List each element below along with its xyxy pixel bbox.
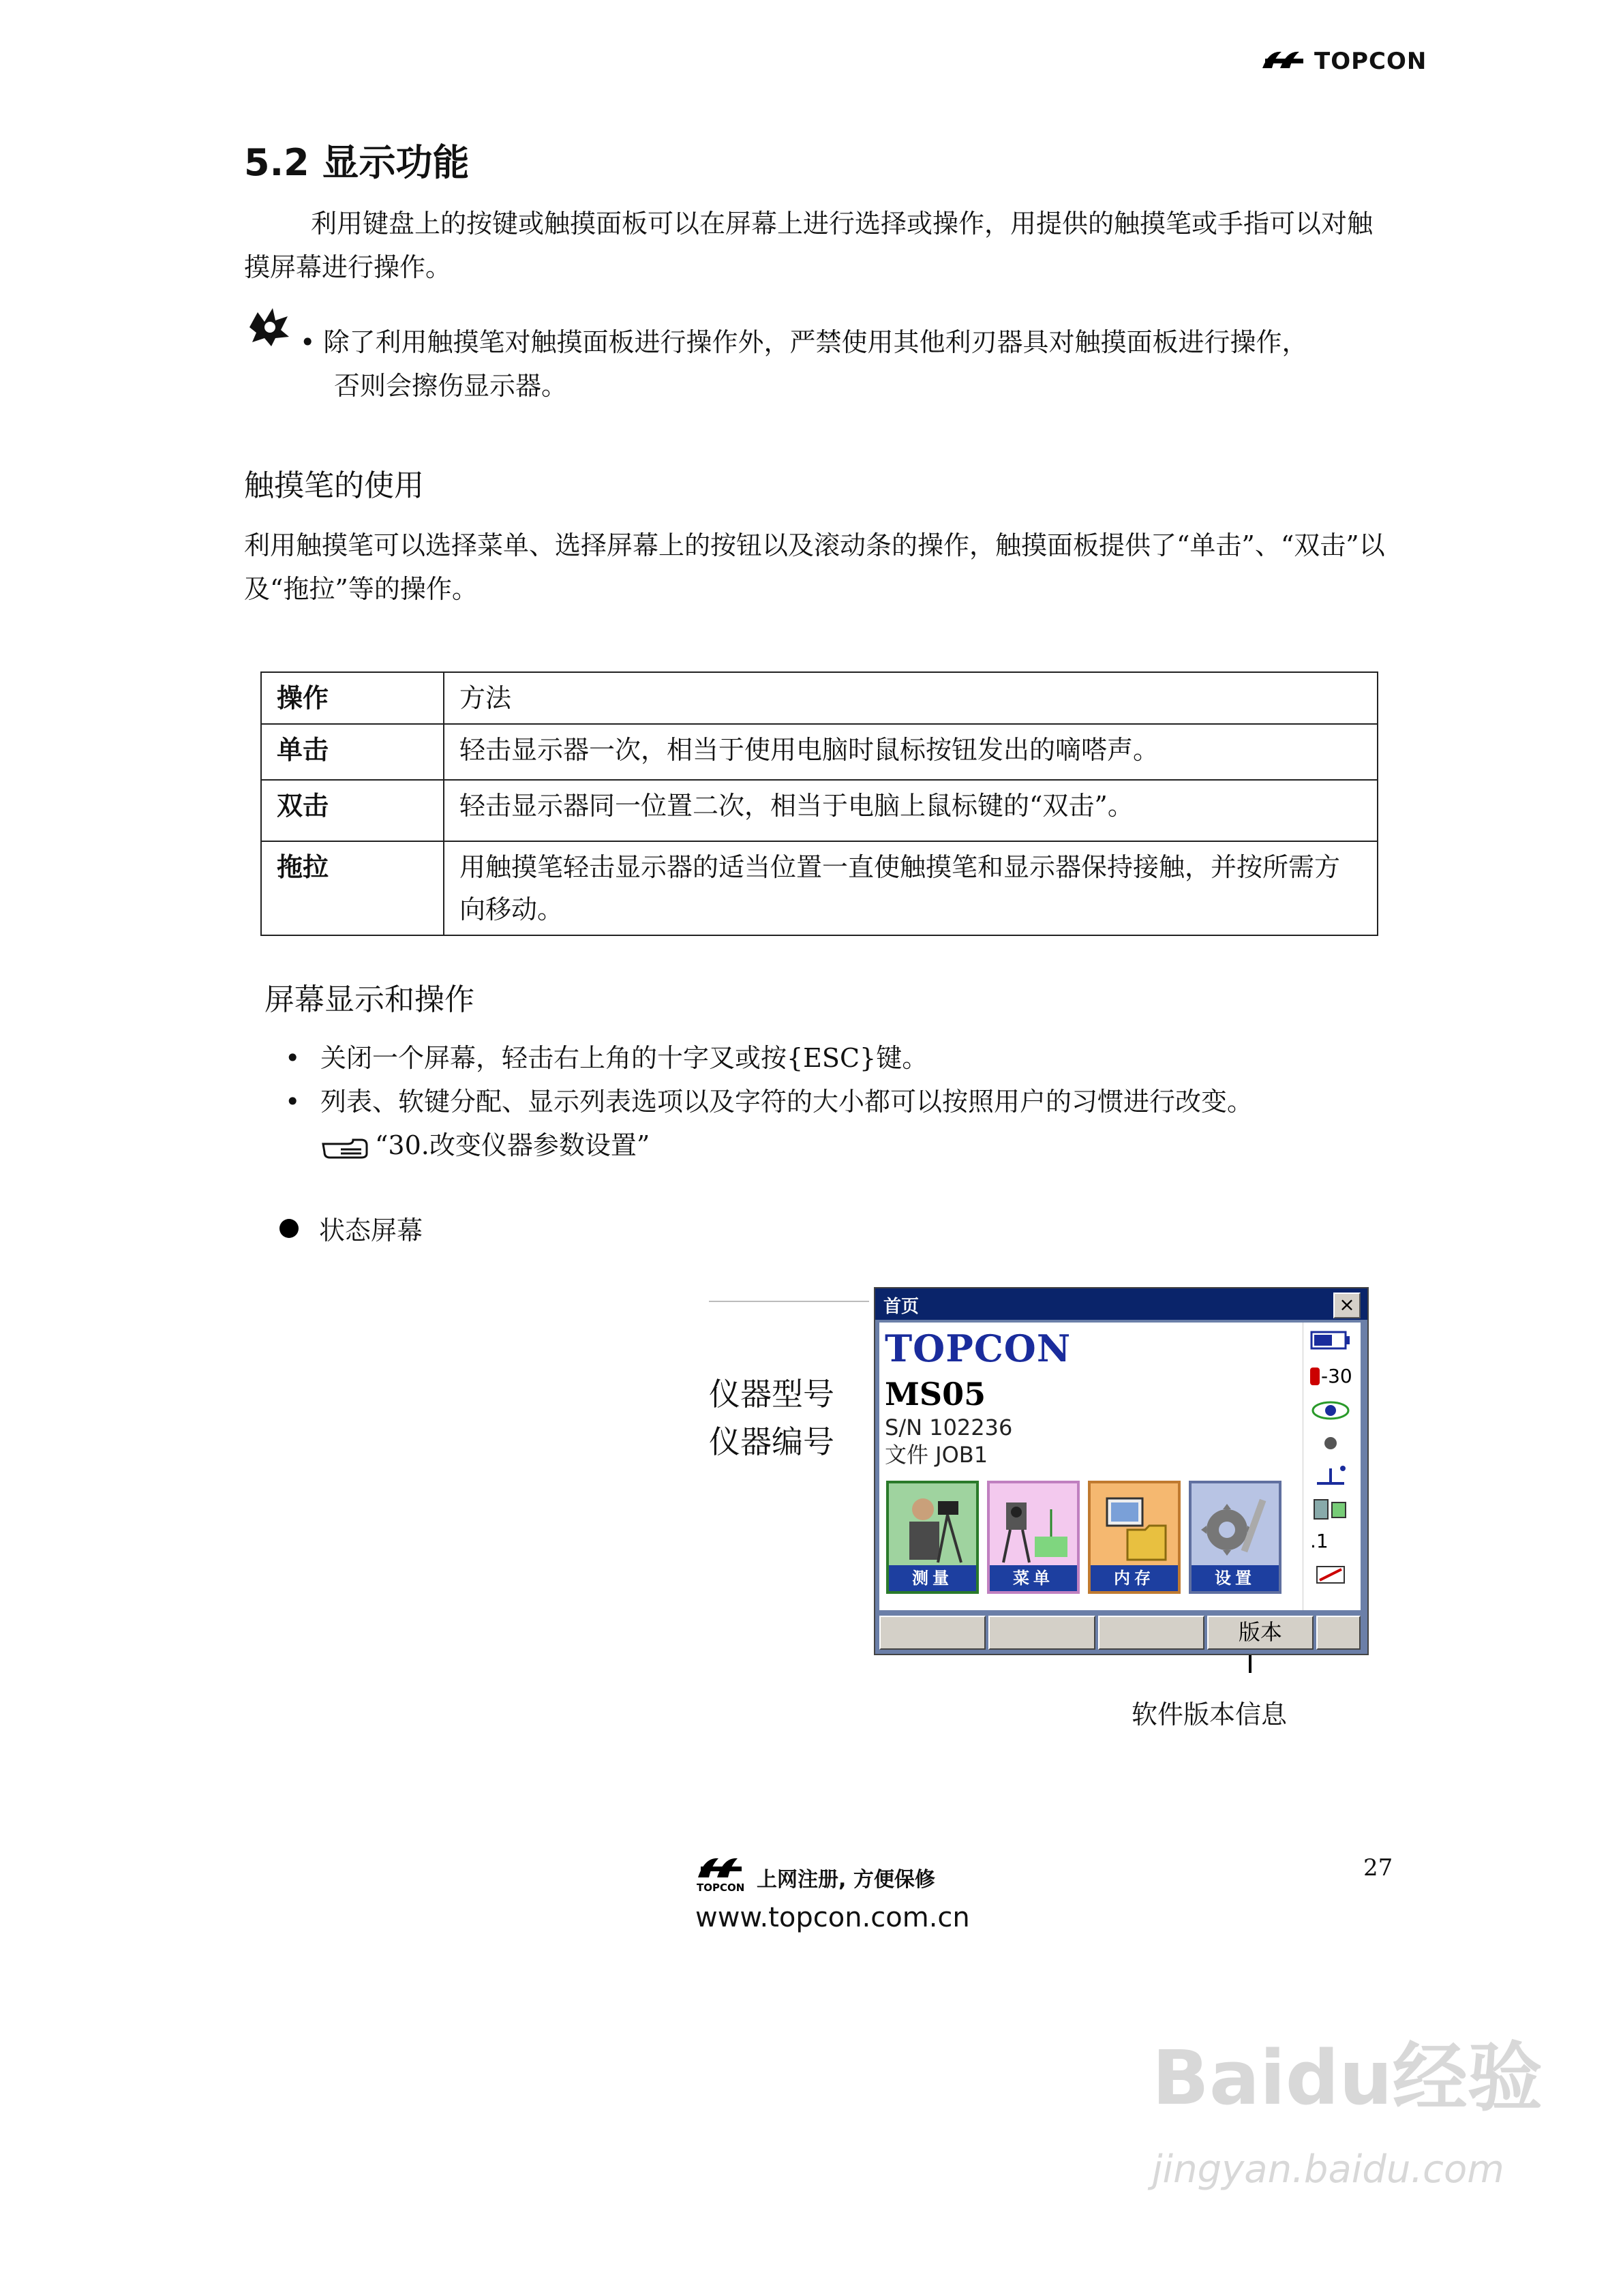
folder-computer-icon <box>1097 1489 1172 1565</box>
version-callout: 软件版本信息 <box>1132 1700 1288 1729</box>
icon-label: 内存 <box>1091 1565 1178 1591</box>
warning-line-1: • 除了利用触摸笔对触摸面板进行操作外，严禁使用其他利刃器具对触摸面板进行操作， <box>300 327 1308 357</box>
table-cell-method: 轻击显示器一次，相当于使用电脑时鼠标按钮发出的嘀嗒声。 <box>444 724 1378 780</box>
instrument-model: MS05 <box>885 1376 986 1413</box>
warning-text <box>300 320 1404 408</box>
total-station-icon <box>997 1489 1072 1565</box>
icon-label: 菜单 <box>990 1565 1077 1591</box>
measure-button[interactable] <box>886 1481 979 1594</box>
intro-paragraph: 利用键盘上的按键或触摸面板可以在屏幕上进行选择或操作，用提供的触摸笔或手指可以对触摸屏幕进行操作。 <box>244 209 1374 282</box>
input-mode-icon <box>1310 1562 1351 1590</box>
battery-icon <box>1310 1331 1351 1355</box>
table-header-cell: 操作 <box>261 672 444 724</box>
list-item: • 列表、软键分配、显示列表选项以及字符的大小都可以按照用户的习惯进行改变。 <box>285 1087 1254 1117</box>
softkey-2[interactable] <box>988 1616 1095 1650</box>
communication-icon <box>1310 1496 1351 1528</box>
table-cell-operation: 拖拉 <box>261 841 444 935</box>
softkey-1[interactable] <box>879 1616 986 1650</box>
prism-icon <box>1310 1433 1351 1458</box>
table-cell-operation: 单击 <box>261 724 444 780</box>
table-cell-operation: 双击 <box>261 780 444 841</box>
table-header-row <box>261 672 1378 724</box>
memory-button[interactable] <box>1088 1481 1181 1594</box>
job-file: 文件 JOB1 <box>885 1442 988 1468</box>
icon-label: 设置 <box>1192 1565 1279 1591</box>
table-row <box>261 841 1378 935</box>
version-softkey[interactable]: 版本 <box>1207 1616 1314 1650</box>
softkey-5[interactable] <box>1316 1616 1361 1650</box>
stylus-paragraph: 利用触摸笔可以选择菜单、选择屏幕上的按钮以及滚动条的操作，触摸面板提供了“单击”、“双击”以及“拖拉”等的操作。 <box>244 530 1385 604</box>
device-status-screen <box>874 1287 1369 1655</box>
serial-number: S/N 102236 <box>885 1415 1013 1440</box>
close-button[interactable]: × <box>1333 1293 1361 1318</box>
status-screen-label: 状态屏幕 <box>279 1209 423 1247</box>
screen-icon-row <box>886 1481 1281 1594</box>
screen-brand: TOPCON <box>885 1327 1072 1370</box>
model-callout: 仪器型号 <box>709 1376 834 1413</box>
topcon-mark-icon <box>695 1853 750 1894</box>
stylus-heading: 触摸笔的使用 <box>244 468 424 503</box>
screen-body <box>879 1323 1361 1610</box>
footer-url[interactable]: www.topcon.com.cn <box>695 1902 970 1933</box>
pointing-hand-icon <box>320 1130 369 1160</box>
softkey-bar <box>879 1616 1361 1650</box>
serial-callout: 仪器编号 <box>709 1423 834 1460</box>
topcon-mark-icon <box>1260 48 1307 75</box>
screen-title-bar <box>875 1288 1367 1320</box>
instrument-info <box>885 1414 1012 1468</box>
footer-logo <box>695 1853 750 1897</box>
table-row <box>261 780 1378 841</box>
topcon-logo-text: TOPCON <box>1314 48 1427 75</box>
footer-logo-text: TOPCON <box>697 1882 745 1894</box>
callout-line <box>709 1301 869 1302</box>
callout-labels <box>709 1370 834 1466</box>
page-number: 27 <box>1363 1854 1393 1882</box>
version-callout-line <box>1249 1655 1252 1673</box>
list-item: • 关闭一个屏幕，轻击右上角的十字叉或按{ESC}键。 <box>285 1043 928 1073</box>
baidu-watermark: Baidu经验 <box>1152 2034 1543 2121</box>
status-bar <box>1303 1323 1361 1610</box>
temperature-icon <box>1310 1368 1320 1385</box>
gear-icon <box>1198 1489 1273 1565</box>
baidu-watermark-url: jingyan.baidu.com <box>1152 2147 1504 2192</box>
table-header-cell: 方法 <box>444 672 1378 724</box>
topcon-logo <box>1260 48 1427 75</box>
surveyor-icon <box>896 1489 971 1565</box>
temperature-indicator: -30 <box>1310 1365 1352 1387</box>
caution-icon <box>244 307 292 350</box>
footer-slogan: 上网注册, 方便保修 <box>757 1868 935 1892</box>
softkey-3[interactable] <box>1098 1616 1204 1650</box>
settings-button[interactable] <box>1189 1481 1281 1594</box>
screen-title: 首页 <box>883 1297 920 1317</box>
menu-button[interactable] <box>987 1481 1080 1594</box>
signal-indicator: .1 <box>1310 1530 1329 1552</box>
laser-icon <box>1310 1463 1351 1491</box>
screen-ops-list <box>285 1036 1444 1167</box>
table-row <box>261 724 1378 780</box>
table-cell-method: 用触摸笔轻击显示器的适当位置一直使触摸笔和显示器保持接触，并按所需方向移动。 <box>444 841 1378 935</box>
icon-label: 测量 <box>889 1565 976 1591</box>
bullet-dot-icon <box>279 1219 299 1238</box>
operations-table <box>260 671 1378 936</box>
section-title: 5.2 显示功能 <box>244 141 470 184</box>
warning-line-2: 否则会擦伤显示器。 <box>334 371 568 401</box>
tilt-icon <box>1310 1399 1351 1427</box>
screen-ops-heading: 屏幕显示和操作 <box>264 982 474 1017</box>
table-cell-method: 轻击显示器同一位置二次，相当于电脑上鼠标键的“双击”。 <box>444 780 1378 841</box>
reference-link[interactable]: “30.改变仪器参数设置” <box>285 1123 1444 1167</box>
